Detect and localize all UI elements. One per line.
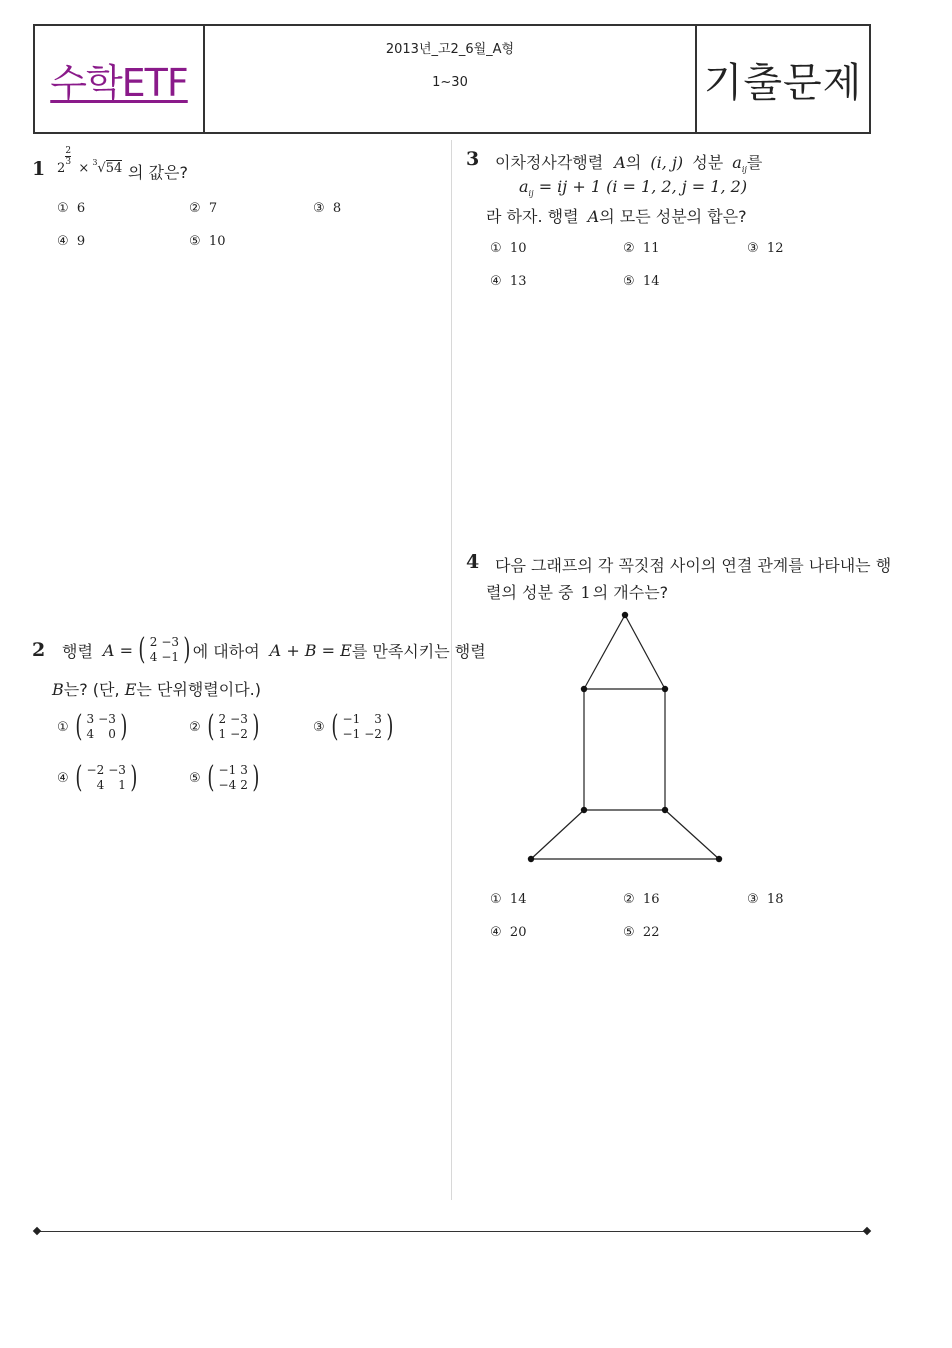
choice-mark: ① xyxy=(490,241,502,256)
choice-matrix: ( −1 3 −1 −2 ) xyxy=(331,709,394,744)
choice-value: 11 xyxy=(642,241,660,256)
q4-line-2 xyxy=(486,580,668,603)
choice-matrix: ( 2 −3 1 −2 ) xyxy=(207,709,260,744)
q2-choice-3[interactable] xyxy=(313,709,396,744)
q3-formula xyxy=(519,177,747,198)
graph-edge xyxy=(584,615,625,689)
choice-mark: ⑤ xyxy=(623,925,635,940)
q3-index: (i, j) xyxy=(650,153,684,172)
choice-value: 22 xyxy=(642,925,660,940)
q4-line-1: 다음 그래프의 각 꼭짓점 사이의 연결 관계를 나타내는 행 xyxy=(495,556,892,575)
q2-text-b: 에 대하여 xyxy=(192,641,260,661)
q4-choice-1[interactable] xyxy=(490,892,526,907)
q2-text-d: 는? (단, xyxy=(63,680,120,699)
logo: 수학ETF xyxy=(50,60,188,105)
q4-choice-4[interactable] xyxy=(490,925,526,940)
q1-choice-3[interactable] xyxy=(313,201,341,216)
q2-text-e: 는 단위행렬이다.) xyxy=(136,680,261,699)
exam-title: 2013년_고2_6월_A형 xyxy=(385,42,515,57)
question-number: 2 xyxy=(32,639,46,661)
choice-matrix: ( −1 3 −4 2 ) xyxy=(207,760,260,795)
q3-choice-4[interactable] xyxy=(490,274,526,289)
choice-value: 14 xyxy=(509,892,527,907)
q2-matrix-label: A = xyxy=(102,640,133,660)
choice-mark: ③ xyxy=(747,892,759,907)
q2-var-E: E xyxy=(124,680,137,699)
choice-mark: ④ xyxy=(57,770,69,786)
choice-matrix: ( −2 −3 4 1 ) xyxy=(75,760,138,795)
formula-rhs: = ij + 1 (i = 1, 2, j = 1, 2) xyxy=(538,177,748,196)
exp-numerator: 2 xyxy=(65,146,72,156)
q4-choice-5[interactable] xyxy=(623,925,659,940)
q1-exponent xyxy=(65,146,71,167)
q2-choice-1[interactable] xyxy=(57,709,130,744)
q2-choice-2[interactable] xyxy=(189,709,262,744)
q3-aij: $a_{ij}$ xyxy=(732,153,747,175)
q1-text: 의 값은? xyxy=(128,163,188,182)
q3-text-d: 를 xyxy=(746,153,763,172)
choice-mark: ③ xyxy=(313,719,325,735)
graph-vertex xyxy=(662,686,668,692)
choice-value: 12 xyxy=(766,241,784,256)
q3-choice-1[interactable] xyxy=(490,241,526,256)
q2-line-2 xyxy=(52,677,261,700)
choice-value: 14 xyxy=(642,274,660,289)
q1-choice-1[interactable] xyxy=(57,201,85,216)
graph-edge xyxy=(665,810,719,859)
choice-mark: ④ xyxy=(490,925,502,940)
choice-mark: ④ xyxy=(57,234,69,249)
exam-header xyxy=(33,24,871,134)
choice-mark: ② xyxy=(623,892,635,907)
q3-choice-5[interactable] xyxy=(623,274,659,289)
q1-base: 2 xyxy=(57,161,66,177)
q2-choice-5[interactable] xyxy=(189,760,262,795)
q1-choice-4[interactable] xyxy=(57,234,85,249)
q3-line-3 xyxy=(486,204,747,227)
column-divider xyxy=(451,140,452,1200)
choice-mark: ② xyxy=(623,241,635,256)
choice-value: 6 xyxy=(76,201,86,216)
q3-choice-2[interactable] xyxy=(623,241,659,256)
graph-edge xyxy=(531,810,584,859)
q2-text-c: 를 만족시키는 행렬 xyxy=(351,641,486,661)
choice-value: 10 xyxy=(509,241,527,256)
choice-mark: ⑤ xyxy=(623,274,635,289)
choice-mark: ③ xyxy=(747,241,759,256)
q4-text-a: 렬의 성분 중 xyxy=(486,583,574,602)
radicand: 54 xyxy=(105,161,123,177)
choice-mark: ③ xyxy=(313,201,325,216)
graph-vertex xyxy=(528,856,534,862)
choice-value: 13 xyxy=(509,274,527,289)
q3-text-b: 의 xyxy=(625,153,642,172)
q1-choice-5[interactable] xyxy=(189,234,225,249)
question-number: 1 xyxy=(32,158,46,180)
radical-sign: √ xyxy=(97,161,106,177)
q4-graph-figure xyxy=(520,605,730,870)
choice-value: 20 xyxy=(509,925,527,940)
question-number: 3 xyxy=(466,148,480,170)
choice-mark: ① xyxy=(57,719,69,735)
q1-root xyxy=(92,158,123,177)
graph-vertex xyxy=(581,686,587,692)
q3-var-A: A xyxy=(614,153,626,172)
root-index: 3 xyxy=(92,158,98,167)
choice-mark: ② xyxy=(189,719,201,735)
q3-choice-3[interactable] xyxy=(747,241,783,256)
q2-matrix-A: ( 2 −3 4 −1 ) xyxy=(138,632,191,667)
q2-line-1 xyxy=(62,632,486,668)
diamond-icon xyxy=(33,1227,41,1235)
q3-var-A2: A xyxy=(587,207,600,226)
kind-cell xyxy=(697,26,869,132)
q3-text-f: 의 모든 성분의 합은? xyxy=(599,207,747,226)
formula-sub: ij xyxy=(528,189,534,199)
choice-value: 16 xyxy=(642,892,660,907)
graph-vertex xyxy=(662,807,668,813)
q2-text-a: 행렬 xyxy=(62,641,93,661)
choice-value: 18 xyxy=(766,892,784,907)
document-kind: 기출문제 xyxy=(703,59,863,106)
q3-line-1 xyxy=(495,150,762,174)
q2-var-B: B xyxy=(52,680,64,699)
choice-matrix: ( 3 −3 4 0 ) xyxy=(75,709,128,744)
choice-value: 8 xyxy=(332,201,342,216)
q1-choice-2[interactable] xyxy=(189,201,217,216)
q3-text-a: 이차정사각행렬 xyxy=(495,153,604,172)
choice-mark: ④ xyxy=(490,274,502,289)
q1-expression xyxy=(57,146,123,177)
graph-edge xyxy=(625,615,665,689)
choice-value: 9 xyxy=(76,234,86,249)
graph-vertex xyxy=(716,856,722,862)
diamond-icon xyxy=(863,1227,871,1235)
exp-denominator: 3 xyxy=(65,157,72,167)
footer-rule xyxy=(37,1231,867,1232)
q4-number-one: 1 xyxy=(580,583,591,602)
graph-vertex xyxy=(622,612,628,618)
choice-value: 10 xyxy=(208,234,226,249)
choice-mark: ⑤ xyxy=(189,234,201,249)
choice-mark: ② xyxy=(189,201,201,216)
logo-cell xyxy=(35,26,205,132)
q4-text-b: 의 개수는? xyxy=(592,583,669,602)
q2-equation: A + B = E xyxy=(269,640,352,660)
q4-choice-2[interactable] xyxy=(623,892,659,907)
times-sign: × xyxy=(78,161,90,177)
choice-mark: ⑤ xyxy=(189,770,201,786)
question-number: 4 xyxy=(466,551,480,573)
q2-choice-4[interactable] xyxy=(57,760,140,795)
q3-text-e: 라 하자. 행렬 xyxy=(486,207,579,226)
question-range: 1~30 xyxy=(432,75,468,90)
formula-a: a xyxy=(519,177,529,196)
q4-choice-3[interactable] xyxy=(747,892,783,907)
choice-mark: ① xyxy=(490,892,502,907)
exam-info-cell xyxy=(205,26,697,132)
graph-vertex xyxy=(581,807,587,813)
q3-text-c: 성분 xyxy=(692,153,724,172)
choice-value: 7 xyxy=(208,201,218,216)
choice-mark: ① xyxy=(57,201,69,216)
